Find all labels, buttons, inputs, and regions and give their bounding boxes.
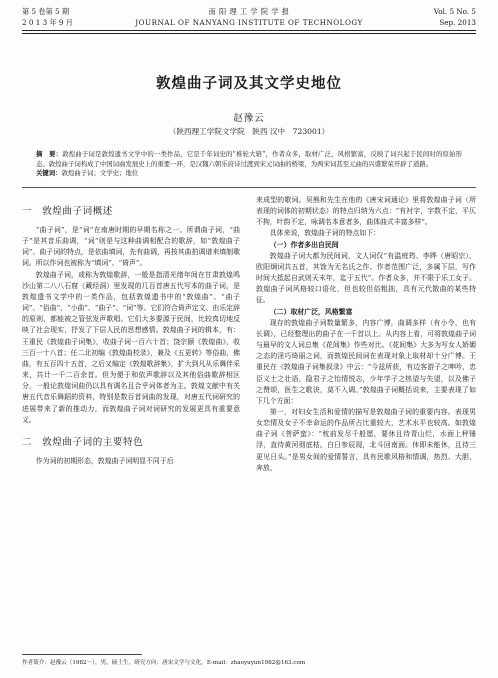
paragraph: 作为词的初期形态，敦煌曲子词明显不同于后: [35, 456, 174, 465]
left-column: [22, 195, 240, 467]
paragraph: 现存的敦煌曲子词数量繁多，内容广博，曲调多样（有小令，也有长调），已经整理出的曲子在一千首以上。从内容上看，可将敦煌曲子词与最早的文人词总集《花间集》作些对比。《花间集》大多为写女人娇媚之态的淫巧绮丽之词，而敦煌民间词在表现对象上取材却十分广博。王重民在《敦煌曲子词集叙录》中云：“今兹所获，有边客游子之呻吟，忠臣义士之壮语，隐君子之怡情悦志，少年学子之热望与失望，以及佛子之赞颂，医生之歌诀，莫不入调。”敦煌曲子词概括说来，主要表现了如下几个方面：: [256, 318, 476, 405]
section-heading-1: 一 敦煌曲子词概述: [22, 206, 113, 217]
subsection-heading-1: （一）作者多出自民间: [269, 240, 339, 249]
header-volume-en: Vol. 5 No. 5 Sep. 2013: [433, 7, 476, 27]
abstract-block: [36, 150, 462, 179]
header-rule-thin: [22, 33, 476, 34]
running-header: [22, 6, 476, 32]
header-volume: 第 5 卷第 5 期 2 0 1 3 年 9 月: [22, 7, 73, 27]
article-author: 赵豫云: [233, 113, 265, 124]
paragraph: 敦煌曲子词，或称为敦煌歌辞，一般是指清光绪年间在甘肃敦煌鸣沙山第二八八石窟（藏经洞）里发现的几百首唐五代写本的曲子词，是敦煌遗书文学中的一类作品，包括敦煌遗书中的“敦煌曲”、“曲子词”、“俗曲”、“小曲”、“曲子”、“词”等。它们符合倚声定文、由乐定辞的原则，都能被之管弦发声歌唱。它们大多要源于民间，比较真切地反映了社会现实，抒发了下层人民的思想感情。敦煌曲子词的辑本，有：王重民《敦煌曲子词集》，收曲子词一百六十首；饶宗颐《敦煌曲》，收三百一十八首；任二北初编《敦煌曲校录》，兼及《五更转》等俗曲，佛曲，有五百四十五首，之后又编定《敦煌歌辞集》，扩大到凡从乐舞伴采来，共计一千二百余首。但为便于和依声歌辞以及其他俗曲歌辞相区分，一般论敦煌词曲仍以具有调名且合乎词体者为主。敦煌文献中有关唐五代音乐舞蹈的资料，特别是数百首词曲的发现，对唐五代词研究的进展带来了新的推动力，而敦煌曲子词对词研究的发展更具有重要意义。: [22, 270, 240, 424]
abstract-divider: [22, 187, 476, 188]
author-footnote: 作者简介：赵豫云（1982－），男，硕士生，研究方向：唐宋文学与文化。E-mail：zhaoyuyun1982@163.com: [22, 660, 306, 666]
footnote-rule: [22, 654, 142, 655]
right-column: [256, 195, 476, 474]
paragraph: “曲子词”，是“词”在南唐时期的早期名称之一。所谓曲子词，“曲子”是其音乐曲调，“词”则是与这种曲调相配合的歌辞，如“敦煌曲子词”。曲子词的特点，是依曲填词，先有曲调，再按其曲拍调谱来填制歌词。所以作词也被称为“填词”、“倚声”。: [22, 226, 240, 268]
article-title: 敦煌曲子词及其文学史地位: [156, 75, 342, 92]
author-affiliation: （陕西理工学院文学院 陕西 汉中 723001）: [168, 127, 330, 136]
abstract: 摘 要：敦煌曲子词是敦煌遗书文学中的一类作品，它是千年词史的“椎轮大辂”，作者众多，取材广泛，风格繁富，反映了词兴起于民间时的原始形态。敦煌曲子词构成了中国词曲发展史上的重要一环，是汉魏六朝乐府诗过渡到宋元词曲的桥梁，为两宋词甚至元曲的兴盛繁荣开辟了道路。: [36, 150, 462, 168]
subsection-heading-2: （二）取材广泛，风格繁富: [269, 307, 353, 316]
paragraph: 第一，对妇女生活和爱情的描写是敦煌曲子词的重要内容。表现男女恋情及女子不幸命运的作品所占比重较大，艺术水平也较高。如敦煌曲子词《菩萨蛮》：“枕前发尽千般愿，要休且待青山烂，水面上秤锤浮，直待黄河彻底枯。白日参辰现，北斗回南面。休即未能休，且待三更见日头。”是男女间的爱情誓言，具有民歌风格和情调，热烈、大胆、奔放、: [256, 407, 476, 472]
header-journal-name: 南 阳 理 工 学 院 学 报 JOURNAL OF NANYANG INSTITUTE OF TECHNOLOGY: [135, 7, 363, 27]
paragraph: 来成型的歌词。吴熊和先生在他的《唐宋词通论》里将敦煌曲子词（所表现的词体的初期状态）的特点归纳为六点：“有衬字，字数不定，平仄不拘，叶韵不定，咏调名本意者多，曲体曲式丰富多样”。: [256, 196, 476, 227]
keywords: 关键词：敦煌曲子词；文学史；地位: [36, 169, 139, 178]
paragraph: 敦煌曲子词大都为民间词，文人词仅“有温庭筠、李晔（唐昭宗）、欧阳炯词共五首，其馀为无名氏之作。作者范围广泛，多属下层，写作时间大抵起自武则天末年，迄于五代”。作者众多，并不限于乐工女子。敦煌曲子词风格较口语化，但也较但俗粗拙，具有元代散曲的某些特征。: [256, 251, 476, 305]
header-rule: [22, 30, 476, 31]
section-heading-2: 二 敦煌曲子词的主要特色: [22, 436, 144, 448]
paragraph: 具体来说，敦煌曲子词的特点如下：: [269, 229, 381, 238]
